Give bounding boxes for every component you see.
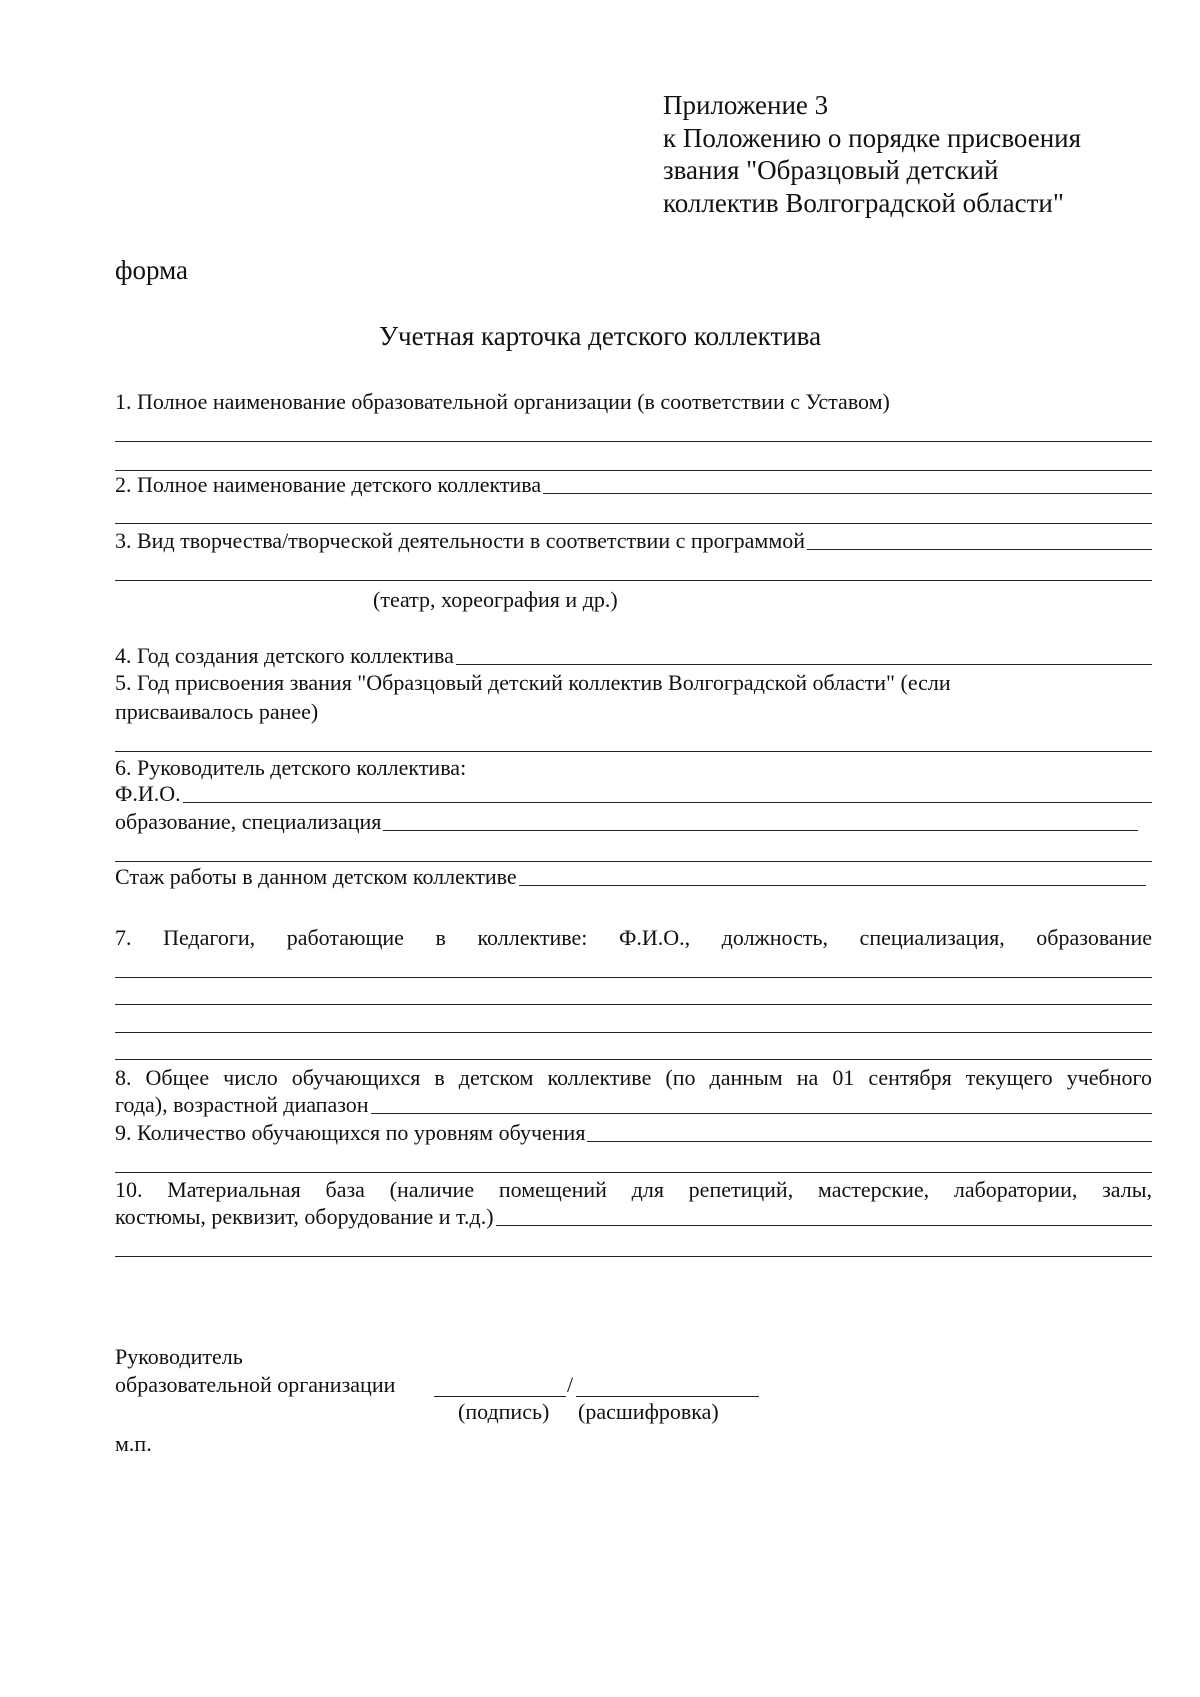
signature-role: Руководитель [115,1344,243,1369]
item-8-age-input-line[interactable] [371,1113,1152,1114]
item-2-label: 2. Полное наименование детского коллектива [115,472,542,497]
item-1-input-line[interactable] [115,441,1152,442]
item-6-fio-input-line[interactable] [183,802,1152,803]
form-label: форма [115,255,188,285]
signature-role: образовательной организации [115,1372,396,1397]
item-7-input-line[interactable] [115,1004,1152,1005]
decoding-caption: (расшифровка) [578,1399,719,1424]
page-title: Учетная карточка детского коллектива [378,321,822,351]
item-4-row [115,643,1152,669]
item-6-education-row [115,809,1138,835]
signature-decoding-input-line[interactable] [576,1396,759,1397]
item-4-label: 4. Год создания детского коллектива [115,643,454,668]
item-3-label: 3. Вид творчества/творческой деятельности в соответствии с программой [115,528,806,553]
item-3-input-line[interactable] [115,580,1152,581]
item-9-input-line[interactable] [587,1141,1152,1142]
item-6-label: 6. Руководитель детского коллектива: [115,755,467,780]
appendix-reference: к Положению о порядке присвоения [663,123,1082,153]
item-8-age-row [115,1092,1152,1118]
item-6-education-label: образование, специализация [115,809,382,834]
item-2-row [115,472,1152,498]
item-6-experience-input-line[interactable] [519,885,1146,886]
item-7-input-line[interactable] [115,977,1152,978]
item-5-label: 5. Год присвоения звания "Образцовый детский коллектив Волгоградской области" (если [115,670,951,695]
item-7-label: 7. Педагоги, работающие в коллективе: Ф.И.О., должность, специализация, образование [115,925,1152,950]
item-7-input-line[interactable] [115,1032,1152,1033]
item-4-input-line[interactable] [456,664,1152,665]
item-9-input-line[interactable] [115,1172,1152,1173]
item-6-experience-row [115,864,1146,890]
stamp-placeholder: м.п. [115,1431,152,1456]
item-9-label: 9. Количество обучающихся по уровням обучения [115,1120,586,1145]
item-10-input-line[interactable] [115,1256,1152,1257]
item-10-label: 10. Материальная база (наличие помещений для репетиций, мастерские, лаборатории, залы, [115,1177,1152,1202]
item-1-input-line[interactable] [115,470,1152,471]
appendix-number: Приложение 3 [663,90,829,120]
item-8-age-label: года), возрастной диапазон [115,1092,369,1117]
item-10-row [115,1204,1152,1230]
item-6-education-input-line[interactable] [115,861,1152,862]
item-8-label: 8. Общее число обучающихся в детском коллективе (по данным на 01 сентября текущего учебного [115,1065,1152,1090]
item-3-hint: (театр, хореография и др.) [373,587,618,612]
item-6-experience-label: Стаж работы в данном детском коллективе [115,864,517,889]
item-10-label: костюмы, реквизит, оборудование и т.д.) [115,1204,494,1229]
item-2-input-line[interactable] [543,493,1152,494]
item-6-fio-label: Ф.И.О. [115,781,181,806]
item-9-row [115,1120,1152,1146]
signature-caption: (подпись) [458,1399,550,1424]
signature-input-line[interactable] [434,1396,566,1397]
item-10-input-line[interactable] [496,1225,1152,1226]
item-3-row [115,528,1152,554]
appendix-reference: звания "Образцовый детский [663,155,999,185]
item-5-label: присваивалось ранее) [115,699,319,724]
appendix-reference: коллектив Волгоградской области" [663,188,1064,218]
item-1-label: 1. Полное наименование образовательной организации (в соответствии с Уставом) [115,389,890,414]
signature-separator: / [567,1372,574,1397]
item-2-input-line[interactable] [115,523,1152,524]
item-6-education-input-line[interactable] [383,830,1138,831]
item-7-input-line[interactable] [115,1059,1152,1060]
item-5-input-line[interactable] [115,751,1152,752]
item-3-input-line[interactable] [807,549,1152,550]
item-6-fio-row [115,781,1152,807]
